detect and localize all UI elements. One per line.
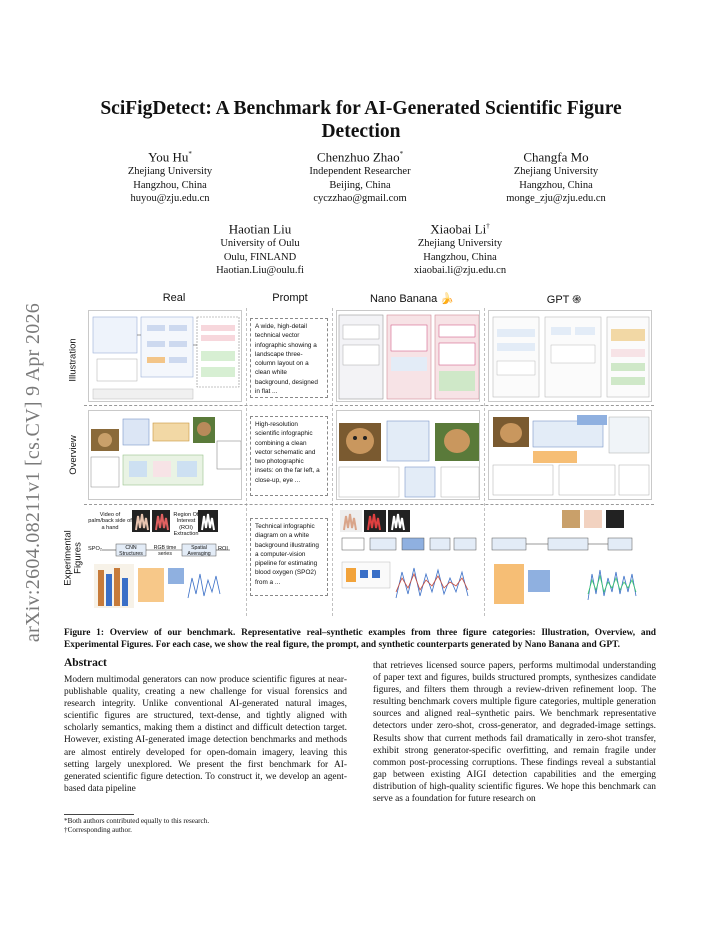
column-header-real: Real [162,292,186,304]
nano-banana-overview-figure [336,410,480,500]
nano-banana-illustration-figure [336,310,480,402]
author-block [278,146,442,206]
author-block [385,218,535,278]
column-divider [246,308,247,616]
author-affiliation: Zhejiang University [127,166,213,178]
real-illustration-figure [88,310,242,402]
figure-caption [64,627,656,651]
author-name: Haotian Liu [228,221,292,237]
caption-text: Representative real–synthetic examples from three figure categories: Illustration, Overview, and Experimental Figures. For each case, we show the real figure, the prompt, and synthetic counterparts generated by Nano Banana and GPT. [64,628,657,651]
row-label-experimental-figures: Experimental Figures [63,530,85,586]
gpt-experimental-figure [488,508,652,612]
real-overview-figure [88,410,242,500]
author-affiliation: Zhejiang University [417,238,503,250]
real-exp-label-cnn: CNN Structures [119,545,143,557]
footnote-equal-contribution: *Both authors contributed equally to this research. [64,817,210,825]
row-divider [84,504,654,505]
author-affiliation: Zhejiang University [513,166,599,178]
author-email: huyou@zju.edu.cn [130,193,210,205]
column-divider [484,308,485,616]
real-exp-label-roi: ROI [218,546,228,552]
author-affiliation: Independent Researcher [309,166,411,178]
author-location: Hangzhou, China [133,179,207,191]
figure-1 [64,292,654,616]
gpt-illustration-figure [488,310,652,402]
author-location: Beijing, China [329,179,391,191]
column-header-nano-banana: Nano Banana 🍌 [369,293,455,305]
column-divider [332,308,333,616]
author-name: You Hu* [148,149,192,165]
prompt-overview: High-resolution scientific infographic combining a clean vector schematic and two photographic insets: on the far left, a close-up, eye ... [250,416,328,496]
author-name: Chenzhuo Zhao* [316,149,404,165]
gpt-overview-figure [488,410,652,500]
author-email: xiaobai.li@zju.edu.cn [413,265,507,277]
prompt-experimental: Technical infographic diagram on a white background illustrating a computer-vision pipeline for estimating blood oxygen (SPO2) from a ... [250,518,328,596]
author-affiliation: University of Oulu [220,238,300,250]
author-email: monge_zju@zju.edu.cn [506,193,606,205]
author-location: Hangzhou, China [519,179,593,191]
author-name: Changfa Mo [523,149,589,165]
real-experimental-figure [88,508,242,612]
nano-banana-experimental-figure [336,508,480,612]
caption-label: Figure 1: Overview of our benchmark. [64,628,236,638]
real-exp-label-rgb: RGB time series [153,545,177,557]
column-header-prompt: Prompt [272,292,308,304]
real-exp-label-video: Video of palm/back side of a hand [88,512,132,531]
abstract-right-column: that retrieves licensed source papers, performs multimodal understanding of paper text and figures, builds structured prompts, synthesizes candidate figures, and filters them through a review-driven refinement loop. The resulting benchmark covers multiple figure categories, multiple generation sources and aligned real–synthetic pairs. We benchmark representative detectors under zero-shot, cross-generator, and degraded-image settings. Results show that current methods fail dramatically in zero-shot transfer, exhibit strong generator-specific overfitting, and remain fragile under common post-processing corruptions. These findings reveal a substantial gap between existing AIGI detection capabilities and the emerging distribution of high-quality scientific figures. We hope this benchmark can serve as a foundation for future research on [373,661,656,805]
author-block [185,218,335,278]
author-block [90,146,250,206]
arxiv-identifier [16,262,52,682]
row-label-illustration: Illustration [68,338,79,382]
column-header-gpt: GPT ֍ [546,294,582,306]
footnote-corresponding: †Corresponding author. [64,826,132,834]
arxiv-identifier-text: arXiv:2604.08211v1 [cs.CV] 9 Apr 2026 [22,302,45,642]
abstract-heading: Abstract [64,657,107,669]
paper-title: SciFigDetect: A Benchmark for AI-Generated Scientific Figure Detection [100,98,622,142]
author-block [474,146,638,206]
author-location: Hangzhou, China [423,251,497,263]
author-location: Oulu, FINLAND [223,251,297,263]
real-exp-label-spo2: SPO₂ [88,546,102,552]
real-exp-label-spatial-averaging: Spatial Averaging [187,545,211,557]
author-email: Haotian.Liu@oulu.fi [216,265,304,277]
author-email: cyczzhao@gmail.com [313,193,407,205]
row-label-overview: Overview [68,435,79,475]
row-divider [84,405,654,406]
prompt-illustration: A wide, high-detail technical vector infographic showing a landscape three-column layout on a clean white background, designed in flat ... [250,318,328,398]
real-exp-label-roi-extraction: Region Of Interest (ROI) Extraction [173,512,199,538]
footnote-rule [64,814,134,815]
author-name: Xiaobai Li† [430,221,490,237]
abstract-left-column: Modern multimodal generators can now produce scientific figures at near-publishable quality, creating a new challenge for visual forensics and research integrity. Unlike conventional AI-generated natural images, scientific figures are structured, text-dense, and tightly aligned with scholarly semantics, making them a distinct and difficult detection target. However, existing AI-generated image detection benchmarks and methods are almost entirely developed for open-domain imagery, leaving this setting largely unexplored. We present the first benchmark for AI-generated scientific figure detection. To construct it, we develop an agent-based data pipeline [64,675,347,794]
